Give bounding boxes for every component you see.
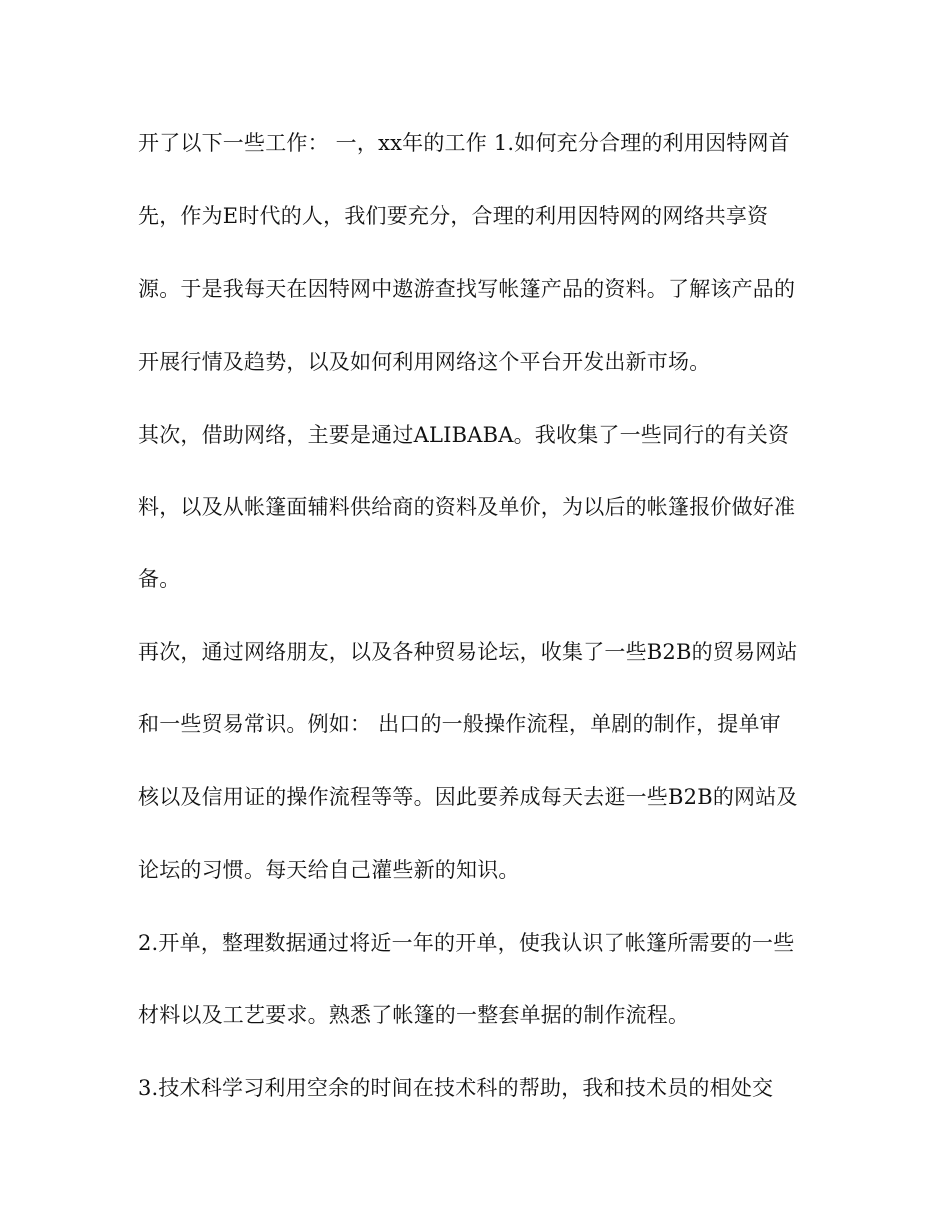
text-line: 备。 xyxy=(138,567,181,591)
text-line: 论坛的习惯。每天给自己灌些新的知识。 xyxy=(138,858,520,882)
text-line: 料，以及从帐篷面辅料供给商的资料及单价，为以后的帐篷报价做好准 xyxy=(138,495,796,519)
text-line: 材料以及工艺要求。熟悉了帐篷的一整套单据的制作流程。 xyxy=(138,1003,690,1027)
text-line: 开了以下一些工作： 一，xx年的工作 1.如何充分合理的利用因特网首 xyxy=(138,131,790,155)
text-line: 核以及信用证的操作流程等等。因此要养成每天去逛一些B2B的网站及 xyxy=(138,785,798,809)
text-line: 其次，借助网络，主要是通过ALIBABA。我收集了一些同行的有关资 xyxy=(138,423,790,447)
text-line: 先，作为E时代的人，我们要充分，合理的利用因特网的网络共享资 xyxy=(138,204,769,228)
text-line: 和一些贸易常识。例如： 出口的一般操作流程，单剧的制作，提单审 xyxy=(138,712,781,736)
text-line: 3.技术科学习利用空余的时间在技术科的帮助，我和技术员的相处交 xyxy=(138,1076,774,1100)
text-line: 再次，通过网络朋友，以及各种贸易论坛，收集了一些B2B的贸易网站 xyxy=(138,640,798,664)
text-line: 源。于是我每天在因特网中遨游查找写帐篷产品的资料。了解该产品的 xyxy=(138,277,796,301)
text-line: 2.开单，整理数据通过将近一年的开单，使我认识了帐篷所需要的一些 xyxy=(138,931,795,955)
text-line: 开展行情及趋势，以及如何利用网络这个平台开发出新市场。 xyxy=(138,350,711,374)
